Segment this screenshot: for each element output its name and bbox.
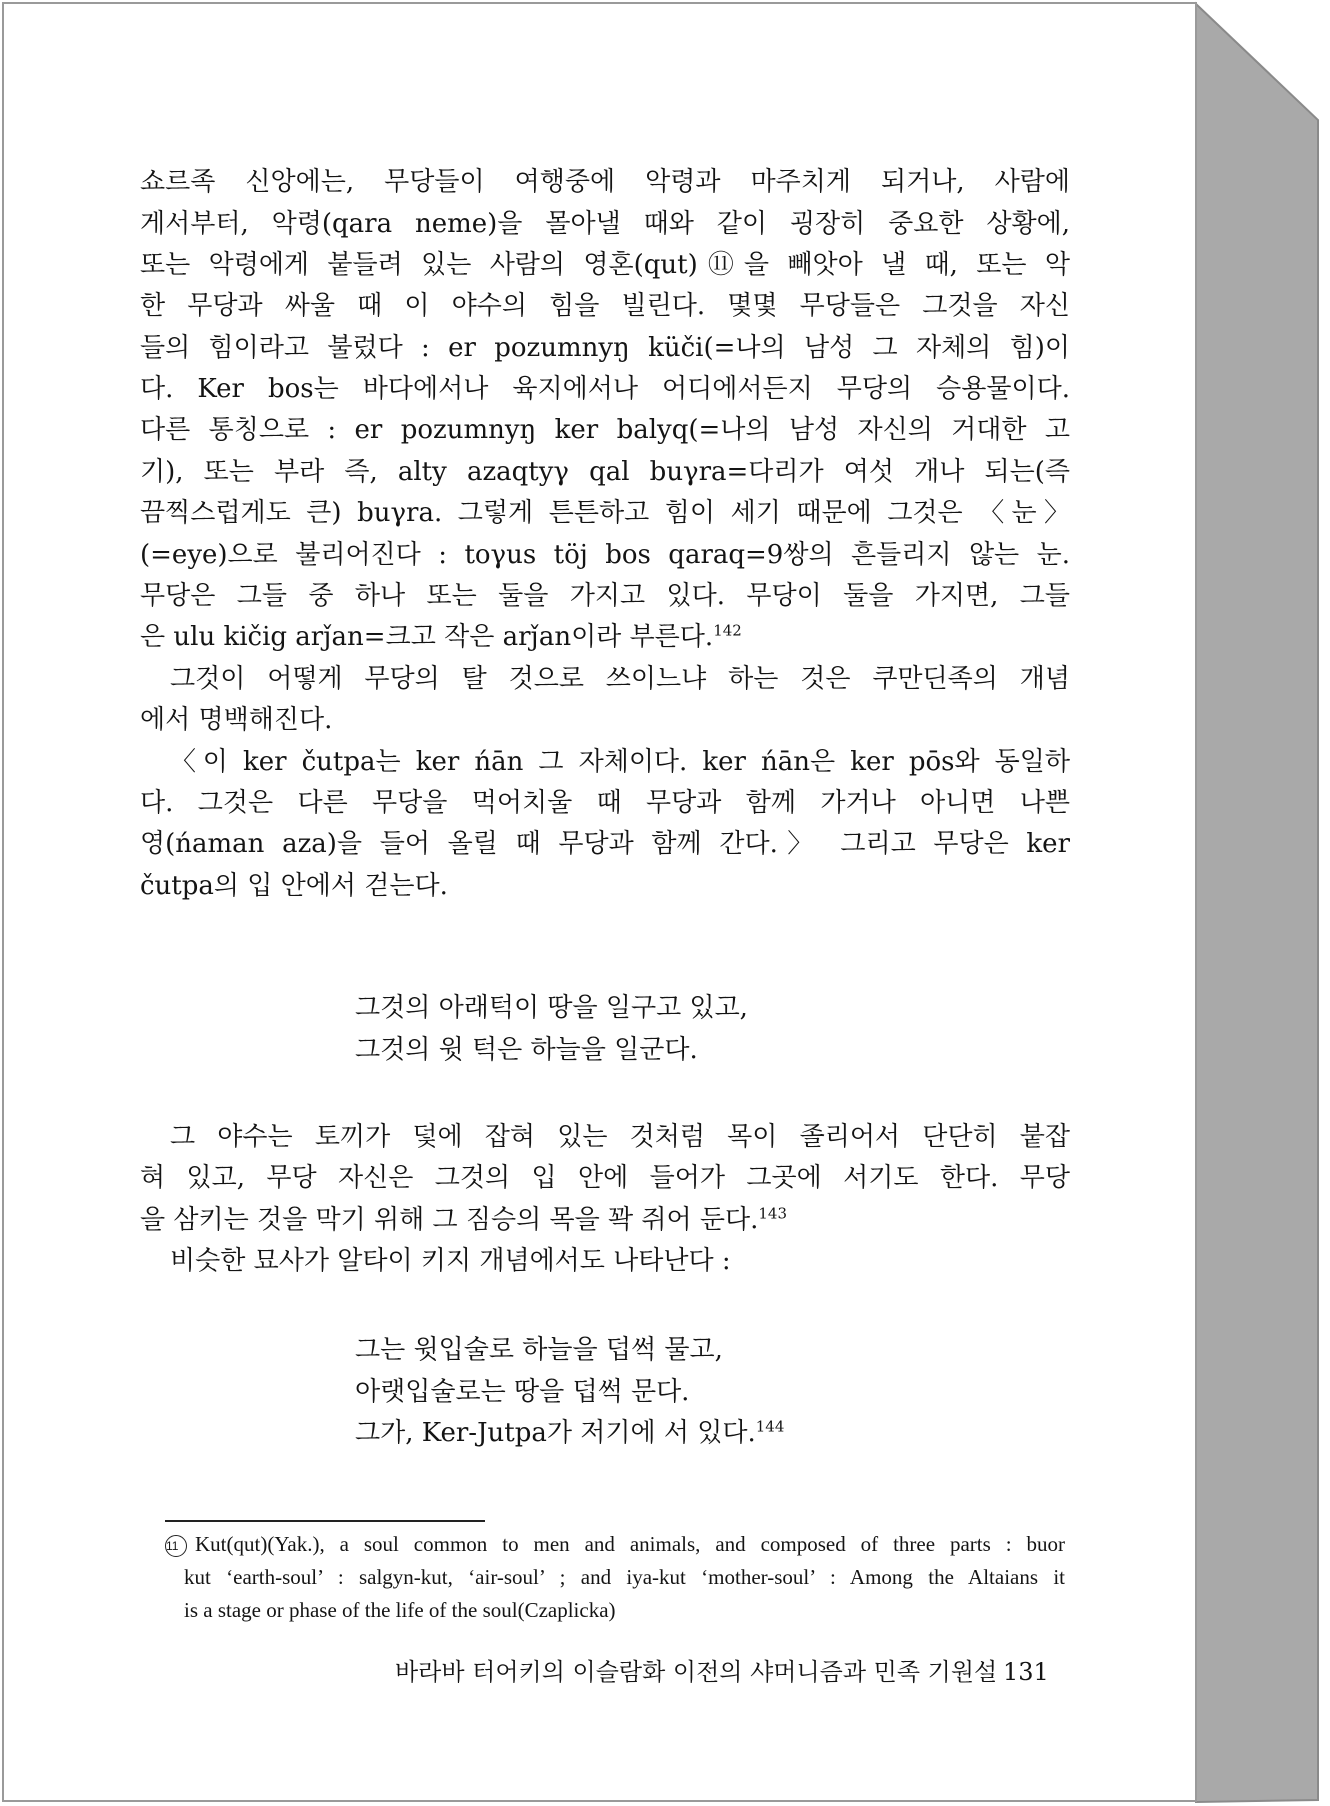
text-line: čutpa의 입 안에서 걷는다. (140, 871, 448, 901)
text-line: 무당은 그들 중 하나 또는 둘을 가지고 있다. 무당이 둘을 가지면, 그들 (140, 581, 1070, 611)
text-line: 끔찍스럽게도 큰) buγra. 그렇게 튼튼하고 힘이 세기 때문에 그것은 〈눈〉 (140, 498, 1070, 528)
text-span: 을 삼키는 것을 막기 위해 그 짐승의 목을 꽉 쥐어 둔다. (140, 1205, 759, 1235)
text-line: 들의 힘이라고 불렀다 : er pozumnyŋ küči(=나의 남성 그 자체의 힘)이 (140, 333, 1070, 363)
text-line: 쇼르족 신앙에는, 무당들이 여행중에 악령과 마주치게 되거나, 사람에 (140, 167, 1070, 197)
text-line: 또는 악령에게 붙들려 있는 사람의 영혼(qut)⑪을 빼앗아 낼 때, 또는 악 (140, 250, 1070, 280)
text-line (140, 1200, 1070, 1240)
page-edge-shadow (1196, 4, 1318, 1802)
text-line: 게서부터, 악령(qara neme)을 몰아낼 때와 같이 굉장히 중요한 상황에, (140, 209, 1070, 239)
text-line: (=eye)으로 불리어진다 : toγus töj bos qaraq=9쌍의 흔들리지 않는 눈. (140, 540, 1070, 570)
verse-line: 아랫입술로는 땅을 덥썩 문다. (355, 1377, 690, 1407)
text-line: 다른 통칭으로 : er pozumnyŋ ker balyq(=나의 남성 자신의 거대한 고 (140, 415, 1070, 445)
text-line: 비슷한 묘사가 알타이 키지 개념에서도 나타난다 : (170, 1246, 731, 1276)
footnote-line: is a stage or phase of the life of the soul(Czaplicka) (184, 1598, 616, 1622)
verse-line: 그것의 아래턱이 땅을 일구고 있고, (355, 993, 748, 1023)
text-line: 영(ńaman aza)을 들어 올릴 때 무당과 함께 간다.〉 그리고 무당은 ker (140, 829, 1070, 859)
verse-line (355, 1413, 784, 1453)
text-line: 〈이 ker čutpa는 ker ńān 그 자체이다. ker ńān은 ker pōs와 동일하 (170, 747, 1070, 777)
text-span: 그가, Ker-Jutpa가 저기에 서 있다. (355, 1418, 756, 1448)
text-line: 한 무당과 싸울 때 이 야수의 힘을 빌린다. 몇몇 무당들은 그것을 자신 (140, 291, 1070, 321)
text-line: 혀 있고, 무당 자신은 그것의 입 안에 들어가 그곳에 서기도 한다. 무당 (140, 1163, 1070, 1193)
text-line: 다. 그것은 다른 무당을 먹어치울 때 무당과 함께 가거나 아니면 나쁜 (140, 788, 1070, 818)
verse-line: 그것의 윗 턱은 하늘을 일군다. (355, 1035, 698, 1065)
footnote-rule (165, 1520, 485, 1522)
text-line: 그 야수는 토끼가 덫에 잡혀 있는 것처럼 목이 졸리어서 단단히 붙잡 (170, 1122, 1070, 1152)
text-line (140, 617, 1070, 657)
text-line: 다. Ker bos는 바다에서나 육지에서나 어디에서든지 무당의 승용물이다. (140, 374, 1070, 404)
footnote-line (165, 1528, 1065, 1560)
footnote-line: kut ‘earth-soul’ : salgyn-kut, ‘air-soul’ ; and iya-kut ‘mother-soul’ : Among the Altaians it (184, 1565, 1065, 1589)
text-span: 은 ulu kičig arǰan=크고 작은 arǰan이라 부른다. (140, 622, 714, 652)
footnote-marker: 11 (165, 1535, 187, 1557)
page-number: 131 (1003, 1658, 1049, 1686)
footnote-text: Kut(qut)(Yak.), a soul common to men and animals, and composed of three parts : buor (195, 1532, 1065, 1556)
running-title: 바라바 터어키의 이슬람화 이전의 샤머니즘과 민족 기원설 (395, 1658, 998, 1686)
text-line: 기), 또는 부라 즉, alty azaqtyγ qal buγra=다리가 여섯 개나 되는(즉 (140, 457, 1070, 487)
text-line: 그것이 어떻게 무당의 탈 것으로 쓰이느냐 하는 것은 쿠만딘족의 개념 (170, 664, 1070, 694)
verse-line: 그는 윗입술로 하늘을 덥썩 물고, (355, 1335, 723, 1365)
citation-superscript: 142 (713, 621, 742, 640)
citation-superscript: 143 (758, 1204, 787, 1223)
text-line: 에서 명백해진다. (140, 705, 333, 735)
citation-superscript: 144 (755, 1417, 785, 1436)
